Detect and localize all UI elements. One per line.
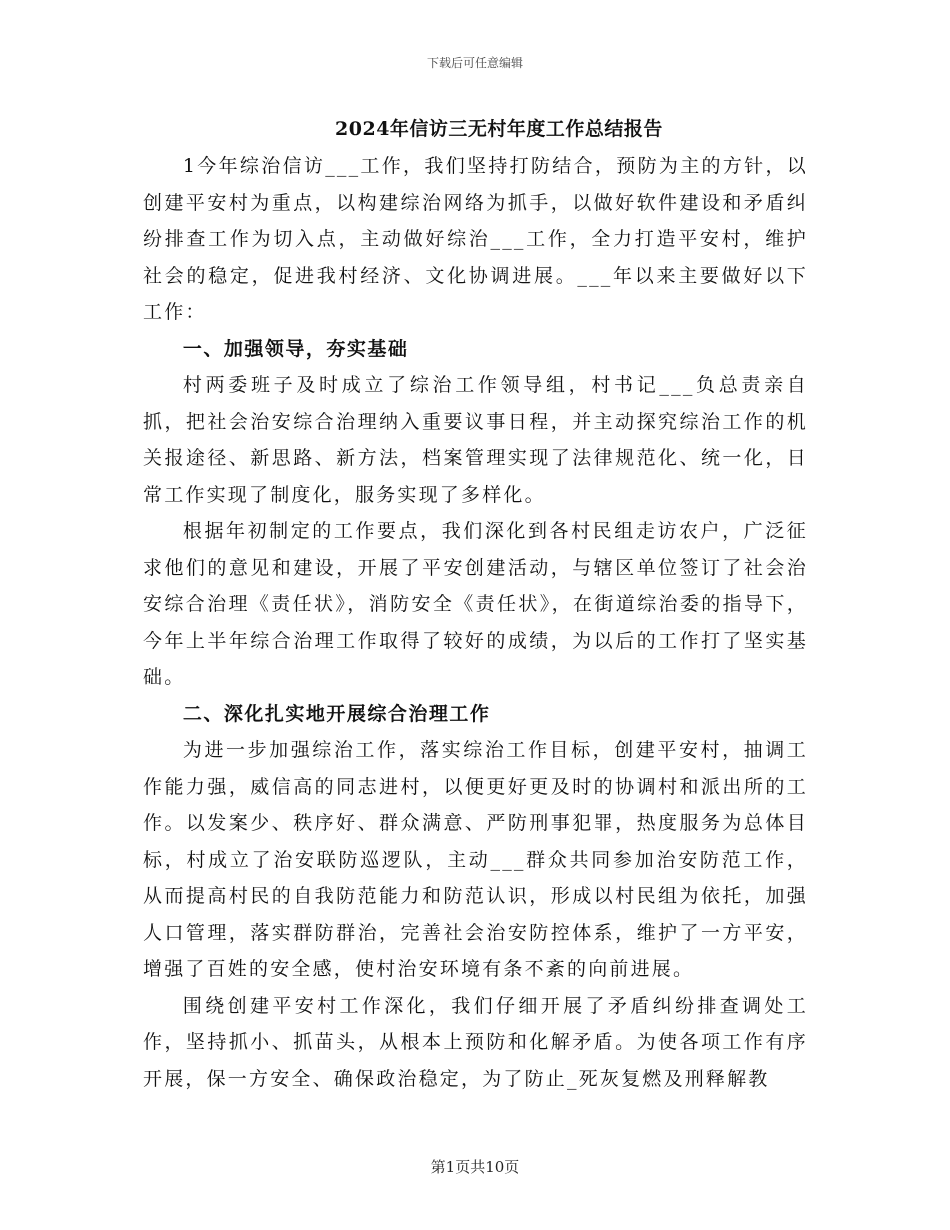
document-body bbox=[143, 148, 808, 1097]
section-heading-1: 一、加强领导，夯实基础 bbox=[182, 337, 409, 360]
paragraph-work-plan: 根据年初制定的工作要点，我们深化到各村民组走访农户，广泛征求他们的意见和建设，开展了平安创建活动，与辖区单位签订了社会治安综合治理《责任状》，消防安全《责任状》，在街道综治委的指导下，今年上半年综合治理工作取得了较好的成绩，为以后的工作打了坚实基础。 bbox=[143, 520, 808, 688]
document-title: 2024年信访三无村年度工作总结报告 bbox=[335, 118, 663, 140]
paragraph-patrol: 为进一步加强综治工作，落实综治工作目标，创建平安村，抽调工作能力强，威信高的同志进村，以便更好更及时的协调村和派出所的工作。以发案少、秩序好、群众满意、严防刑事犯罪，热度服务为总体目标，村成立了治安联防巡逻队，主动___群众共同参加治安防范工作，从而提高村民的自我防范能力和防范认识，形成以村民组为依托，加强人口管理，落实群防群治，完善社会治安防控体系，维护了一方平安，增强了百姓的安全感，使村治安环境有条不紊的向前进展。 bbox=[143, 739, 808, 980]
paragraph-disputes: 围绕创建平安村工作深化，我们仔细开展了矛盾纠纷排查调处工作，坚持抓小、抓苗头，从根本上预防和化解矛盾。为使各项工作有序开展，保一方安全、确保政治稳定，为了防止_死灰复燃及刑释解教 bbox=[143, 994, 808, 1090]
header-note: 下载后可任意编辑 bbox=[426, 56, 523, 70]
section-heading-2: 二、深化扎实地开展综合治理工作 bbox=[182, 702, 491, 725]
paragraph-leadership: 村两委班子及时成立了综治工作领导组，村书记___负总责亲自抓，把社会治安综合治理纳入重要议事日程，并主动探究综治工作的机关报途径、新思路、新方法，档案管理实现了法律规范化、统一化，日常工作实现了制度化，服务实现了多样化。 bbox=[143, 374, 808, 506]
page-footer: 第1页共10页 bbox=[430, 1158, 520, 1176]
paragraph-intro: 1今年综治信访___工作，我们坚持打防结合，预防为主的方针，以创建平安村为重点，以构建综治网络为抓手，以做好软件建设和矛盾纠纷排查工作为切入点，主动做好综治___工作，全力打造平安村，维护社会的稳定，促进我村经济、文化协调进展。___年以来主要做好以下工作： bbox=[143, 155, 808, 323]
